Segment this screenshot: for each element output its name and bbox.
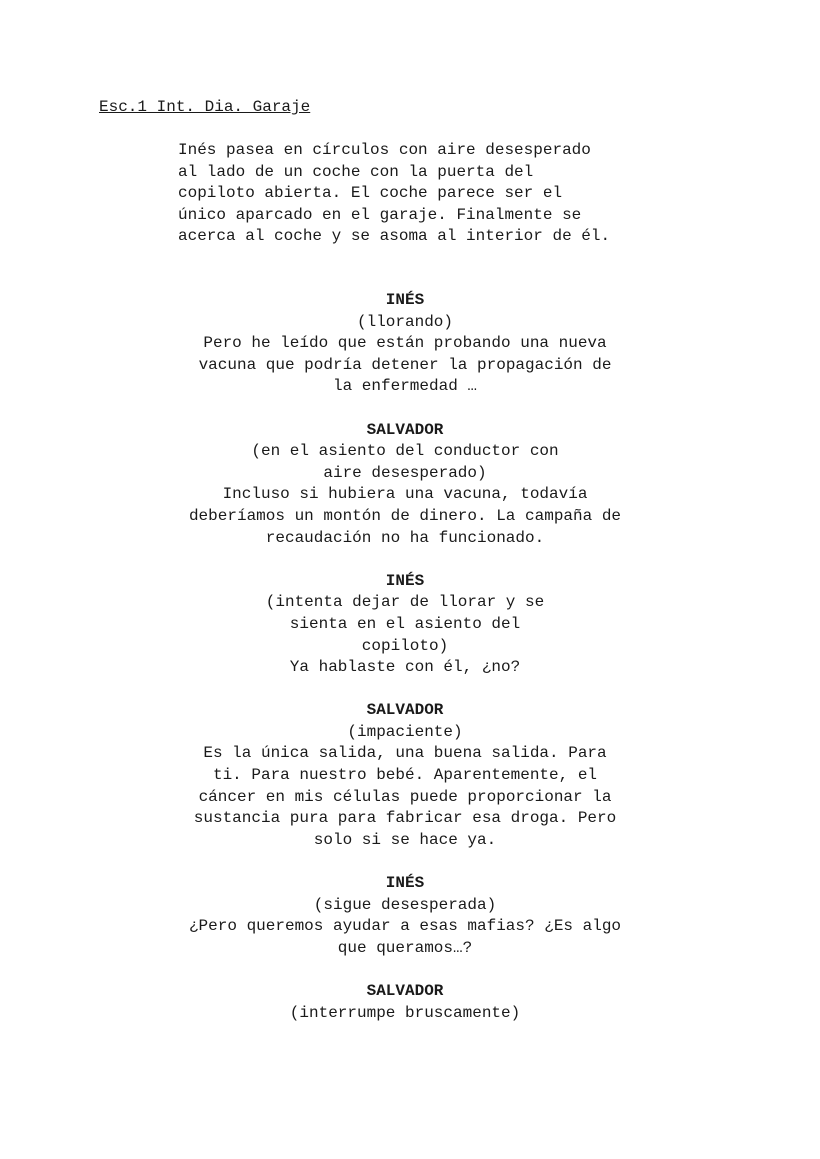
parenthetical: (en el asiento del conductor con — [251, 442, 559, 461]
dialogue-line: que queramos…? — [337, 938, 473, 957]
dialogue-line: Es la única salida, una buena salida. Para — [203, 744, 607, 763]
parenthetical: sienta en el asiento del — [289, 614, 521, 633]
dialogue-line: Pero he leído que están probando una nueva — [203, 334, 607, 353]
character-name: INÉS — [385, 874, 425, 893]
action-line: Inés pasea en círculos con aire desesperado — [178, 141, 591, 159]
action-line: copiloto abierta. El coche parece ser el — [178, 184, 563, 203]
dialogue-line: Ya hablaste con él, ¿no? — [289, 658, 521, 677]
parenthetical: (intenta dejar de llorar y se — [265, 593, 545, 612]
parenthetical: (sigue desesperada) — [313, 895, 497, 914]
dialogue-section — [170, 290, 640, 1024]
action-block — [178, 140, 638, 248]
dialogue-line: cáncer en mis células puede proporcionar la — [198, 787, 612, 806]
parenthetical: (llorando) — [356, 312, 453, 331]
action-line: al lado de un coche con la puerta del — [178, 162, 534, 181]
character-name: SALVADOR — [366, 420, 444, 439]
character-name: INÉS — [385, 291, 425, 309]
parenthetical: aire desesperado) — [323, 463, 487, 482]
dialogue-line: ¿Pero queremos ayudar a esas mafias? ¿Es algo — [188, 917, 622, 936]
action-line: acerca al coche y se asoma al interior de él. — [178, 227, 611, 246]
parenthetical: (impaciente) — [347, 722, 463, 741]
character-name: INÉS — [385, 571, 425, 590]
dialogue-line: deberíamos un montón de dinero. La campaña de — [188, 506, 622, 525]
character-name: SALVADOR — [366, 982, 444, 1000]
character-name: SALVADOR — [366, 701, 444, 720]
parenthetical: (interrumpe bruscamente) — [289, 1003, 521, 1022]
dialogue-line: Incluso si hubiera una vacuna, todavía — [222, 485, 588, 504]
dialogue-line: solo si se hace ya. — [313, 830, 497, 849]
scene-heading: Esc.1 Int. Dia. Garaje — [99, 98, 311, 116]
dialogue-line: la enfermedad … — [332, 377, 478, 396]
action-line: único aparcado en el garaje. Finalmente se — [178, 205, 582, 224]
dialogue-line: vacuna que podría detener la propagación de — [198, 355, 612, 374]
dialogue-line: ti. Para nuestro bebé. Aparentemente, el — [212, 766, 598, 785]
dialogue-line: sustancia pura para fabricar esa droga. Pero — [193, 809, 617, 828]
parenthetical: copiloto) — [361, 636, 449, 655]
dialogue-line: recaudación no ha funcionado. — [265, 528, 545, 547]
